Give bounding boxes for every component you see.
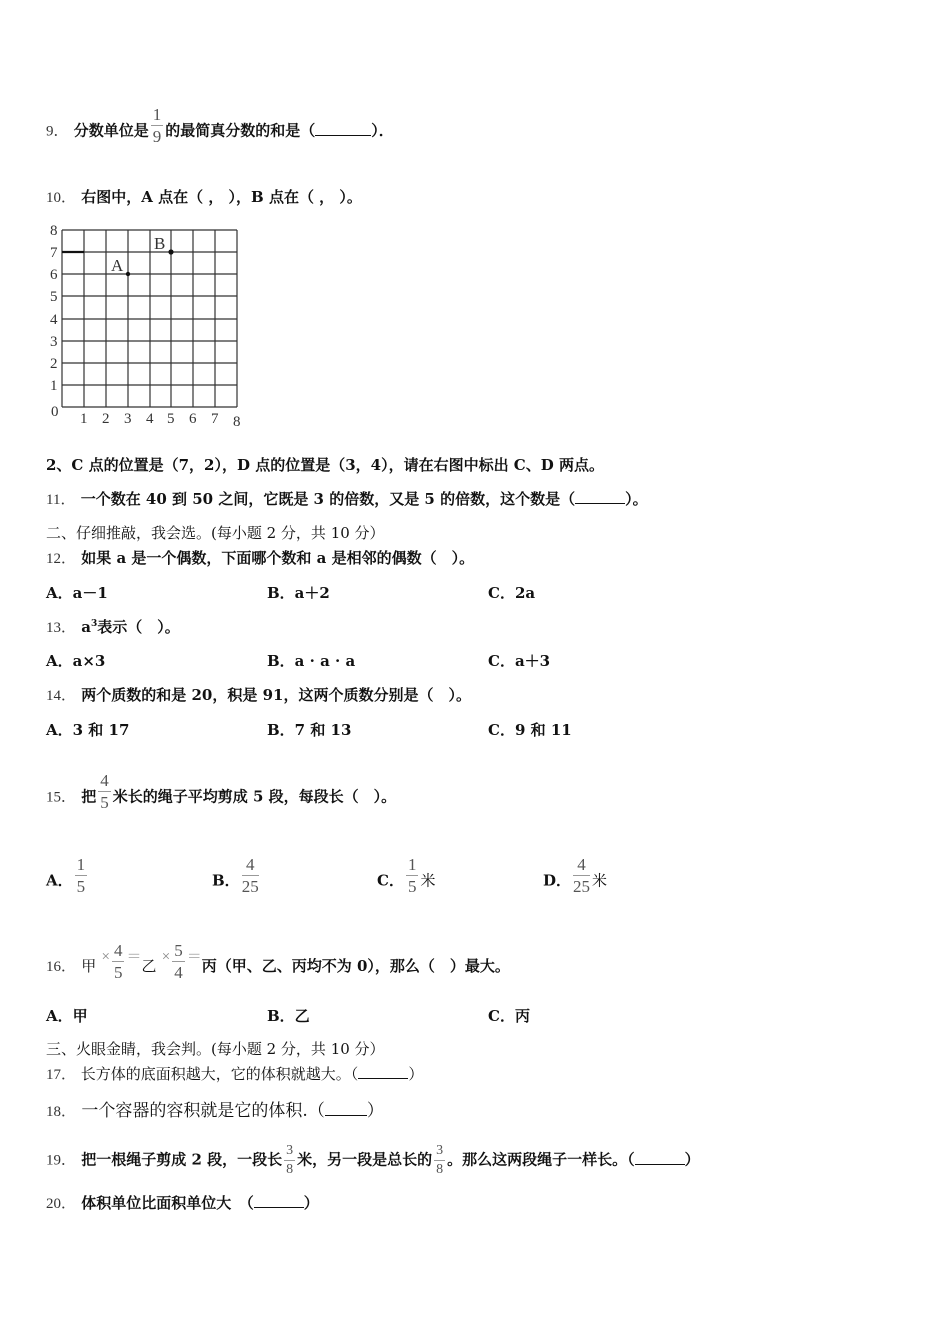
- question-14: [46, 684, 471, 705]
- y-label-8: 8: [50, 223, 58, 239]
- q16-option-b[interactable]: B．乙: [267, 1007, 310, 1025]
- fraction-one-ninth: [151, 106, 164, 145]
- option-fraction: [573, 856, 590, 895]
- times-icon: ×: [161, 949, 171, 965]
- question-text: 把: [81, 787, 97, 806]
- q14-option-b[interactable]: B．7 和 13: [267, 721, 352, 739]
- numerator: 4: [100, 771, 109, 790]
- question-text-after: 丙（甲、乙、丙均不为 0），那么（ ）最大。: [201, 957, 510, 975]
- numerator: 3: [434, 1144, 445, 1161]
- point-a: [126, 272, 130, 276]
- q15-option-b[interactable]: [212, 855, 261, 901]
- q12-option-a[interactable]: A．a－1: [46, 584, 108, 602]
- denominator: 5: [407, 877, 417, 896]
- equals-icon: ＝: [126, 949, 142, 965]
- question-base: a: [81, 618, 91, 636]
- svg-text:0: 0: [51, 404, 59, 420]
- q12-option-c[interactable]: C．2a: [488, 584, 536, 602]
- q13-option-a[interactable]: A．a×3: [46, 652, 106, 670]
- coordinate-grid-figure: [40, 220, 250, 432]
- answer-blank[interactable]: [358, 1063, 408, 1079]
- question-number: 15．: [46, 789, 77, 806]
- question-text: 一个数在 40 到 50 之间，它既是 3 的倍数，又是 5 的倍数，这个数是（: [80, 490, 576, 508]
- numerator: 4: [573, 856, 590, 876]
- question-17: [46, 1063, 423, 1084]
- option-label: C．: [377, 871, 404, 890]
- question-text: 把一根绳子剪成 2 段，一段长: [81, 1150, 283, 1169]
- denominator: 5: [113, 962, 123, 982]
- question-9: [46, 105, 394, 151]
- question-number: 20．: [46, 1196, 77, 1212]
- question-number: 10．: [46, 190, 77, 206]
- option-unit: 米: [592, 871, 608, 890]
- question-text: 如果 a 是一个偶数，下面哪个数和 a 是相邻的偶数（ ）。: [81, 549, 475, 567]
- fraction-three-eighths: [284, 1144, 295, 1177]
- question-text-after: 的最简真分数的和是（: [165, 121, 316, 140]
- question-15: [46, 771, 397, 817]
- question-20: [46, 1192, 319, 1213]
- svg-text:8: 8: [233, 414, 241, 430]
- fraction-three-eighths: [434, 1144, 445, 1177]
- svg-text:2: 2: [50, 356, 58, 372]
- denominator: 5: [100, 793, 109, 812]
- svg-text:7: 7: [50, 245, 58, 261]
- question-text: 长方体的底面积越大，它的体积就越大。（: [80, 1065, 359, 1083]
- option-label: B．: [212, 871, 240, 890]
- section-3-title: 三、火眼金睛，我会判。(每小题 2 分，共 10 分）: [46, 1040, 385, 1058]
- question-19: [46, 1144, 700, 1177]
- svg-text:5: 5: [50, 289, 58, 305]
- question-text-end: ）: [303, 1194, 319, 1212]
- fraction-four-fifths: [98, 772, 111, 811]
- equals-icon: ＝: [186, 949, 202, 965]
- var-yi: 乙: [141, 957, 157, 975]
- section-2-title: 二、仔细推敲，我会选。(每小题 2 分，共 10 分）: [46, 524, 385, 542]
- q15-option-a[interactable]: [46, 855, 89, 901]
- denominator: 25: [573, 877, 591, 896]
- question-11: [46, 488, 648, 509]
- question-number: 13．: [46, 620, 77, 636]
- question-text-end: ）: [408, 1065, 424, 1083]
- question-16: [46, 940, 510, 987]
- numerator: 5: [174, 940, 183, 960]
- question-number: 12．: [46, 551, 77, 567]
- denominator: 8: [436, 1162, 444, 1177]
- times-icon: ×: [101, 949, 110, 965]
- question-text: 两个质数的和是 20，积是 91，这两个质数分别是（ ）。: [81, 686, 471, 704]
- question-text-2: 米，另一段是总长的: [297, 1150, 433, 1169]
- q15-option-d[interactable]: [543, 855, 608, 901]
- question-text-end: ）。: [625, 490, 648, 508]
- question-text-end: ）: [684, 1150, 700, 1169]
- numerator: 1: [76, 855, 86, 874]
- option-label: A．: [46, 871, 73, 890]
- question-10: [46, 186, 362, 207]
- question-number: 19．: [46, 1152, 77, 1169]
- option-fraction: [242, 856, 259, 895]
- point-b: [168, 249, 173, 254]
- svg-text:7: 7: [211, 411, 219, 427]
- svg-text:1: 1: [50, 378, 58, 394]
- question-number: 18．: [46, 1104, 77, 1120]
- question-text-after: 米长的绳子平均剪成 5 段，每段长（ ）。: [112, 787, 397, 806]
- answer-blank[interactable]: [325, 1098, 367, 1116]
- svg-text:3: 3: [50, 334, 58, 350]
- question-text-end: ）: [366, 1101, 384, 1121]
- answer-blank[interactable]: [315, 120, 371, 136]
- numerator: 4: [242, 856, 259, 876]
- fraction-five-fourths: [172, 942, 185, 981]
- svg-text:2: 2: [102, 411, 110, 427]
- numerator: 1: [407, 855, 417, 874]
- exponent: 3: [90, 619, 98, 629]
- question-number: 11．: [46, 492, 76, 508]
- denominator: 5: [76, 877, 86, 896]
- question-number: 16．: [46, 959, 77, 975]
- question-text-3: 。那么这两段绳子一样长。（: [447, 1150, 635, 1169]
- question-number: 14．: [46, 688, 77, 704]
- var-jia: 甲: [81, 957, 97, 975]
- option-label: D．: [543, 871, 572, 890]
- svg-text:5: 5: [167, 411, 175, 427]
- question-number: 9．: [46, 123, 69, 140]
- denominator: 8: [286, 1162, 294, 1177]
- question-number: 17．: [46, 1067, 77, 1083]
- svg-text:1: 1: [80, 411, 88, 427]
- option-fraction: [75, 856, 88, 895]
- question-text: 2、C 点的位置是（7，2），D 点的位置是（3，4），请在右图中标出 C、D 两点。: [46, 456, 604, 474]
- q16-option-a[interactable]: A．甲: [46, 1007, 88, 1025]
- denominator: 25: [241, 877, 259, 896]
- q12-option-b[interactable]: B．a＋2: [267, 584, 330, 602]
- question-12: [46, 547, 474, 568]
- svg-text:6: 6: [189, 411, 197, 427]
- svg-text:B: B: [154, 234, 166, 253]
- question-text-end: ）．: [371, 121, 394, 140]
- question-text: 一个容器的容积就是它的体积.（: [81, 1101, 325, 1121]
- question-10-part-2: [46, 454, 604, 475]
- denominator: 9: [152, 127, 162, 146]
- svg-text:4: 4: [146, 411, 154, 427]
- fraction-four-fifths: [112, 942, 125, 981]
- option-fraction: [406, 856, 419, 895]
- question-text: 右图中，A 点在（ ， ），B 点在（ ， ）。: [81, 188, 362, 206]
- numerator: 3: [284, 1144, 295, 1161]
- svg-text:3: 3: [124, 411, 132, 427]
- answer-blank[interactable]: [254, 1192, 304, 1208]
- question-18: [46, 1096, 384, 1121]
- question-text: 体积单位比面积单位大 （: [81, 1194, 254, 1212]
- numerator: 4: [113, 940, 123, 960]
- svg-text:4: 4: [50, 312, 58, 328]
- q14-option-a[interactable]: A．3 和 17: [46, 721, 130, 739]
- q13-option-c[interactable]: C．a＋3: [488, 652, 551, 670]
- numerator: 1: [152, 105, 162, 124]
- q14-option-c[interactable]: C．9 和 11: [488, 721, 572, 739]
- answer-blank[interactable]: [635, 1149, 685, 1165]
- q16-option-c[interactable]: C．丙: [488, 1007, 530, 1025]
- answer-blank[interactable]: [575, 488, 625, 504]
- svg-text:6: 6: [50, 267, 58, 283]
- option-unit: 米: [420, 871, 436, 890]
- coordinate-grid: [40, 220, 250, 432]
- question-text: 分数单位是: [73, 121, 149, 140]
- q15-option-c[interactable]: [377, 855, 436, 901]
- question-text: 表示（ ）。: [97, 618, 180, 636]
- denominator: 4: [174, 962, 183, 982]
- svg-text:A: A: [111, 256, 124, 275]
- q13-option-b[interactable]: B．a · a · a: [267, 652, 356, 670]
- question-13: [46, 616, 180, 637]
